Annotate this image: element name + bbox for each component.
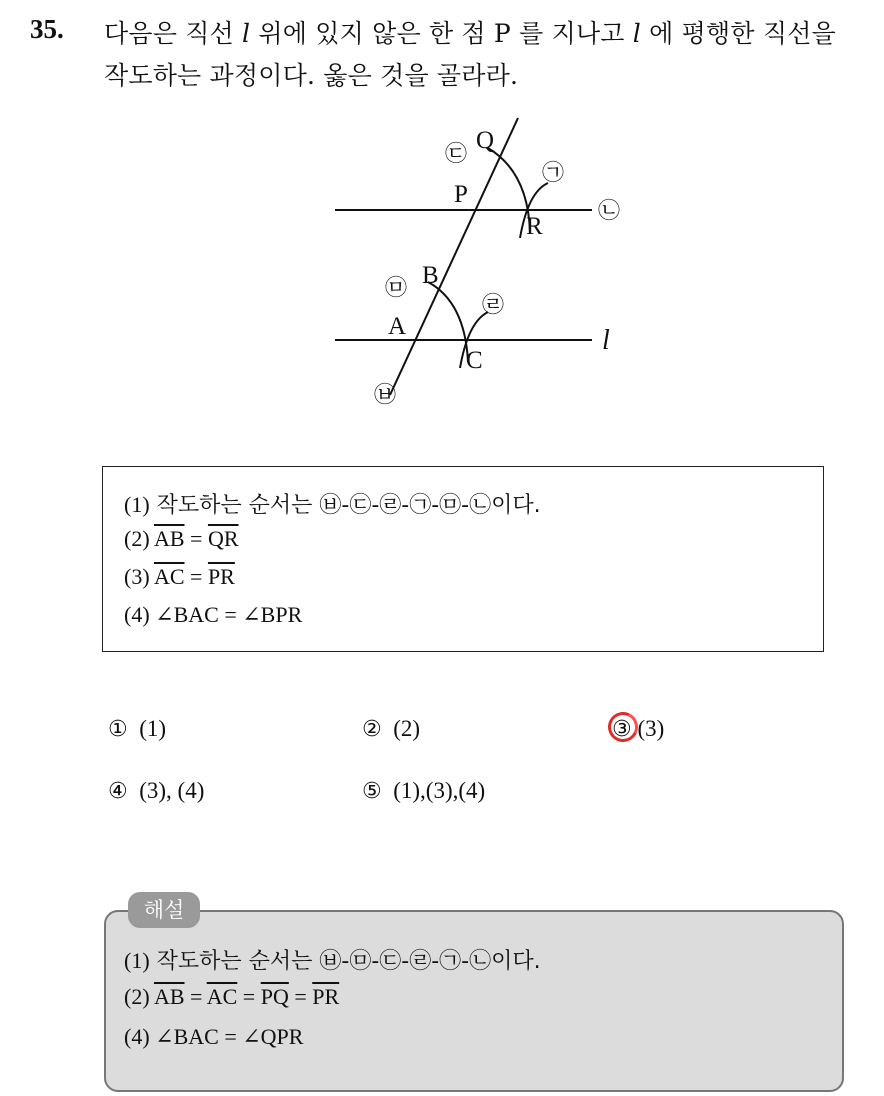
- label-R: R: [526, 213, 543, 240]
- statement-3: (3) $\overline{AC} = \overline{PR}$: [124, 564, 235, 589]
- label-l: l: [602, 325, 610, 356]
- statement-4: (4) ∠BAC = ∠BPR: [124, 602, 303, 627]
- solution-line-1: (1) 작도하는 순서는 ㉥-㉤-㉢-㉣-㉠-㉡이다.: [124, 948, 541, 974]
- mark-digeut: ㉢: [445, 142, 468, 167]
- construction-figure: [330, 110, 630, 410]
- question-text-line1: 다음은 직선 l 위에 있지 않은 한 점 P 를 지나고 l 에 평행한 직선을: [104, 19, 836, 48]
- choice-3[interactable]: ③ (3): [612, 716, 665, 742]
- label-P: P: [454, 181, 468, 208]
- choice-1[interactable]: ① (1): [108, 716, 167, 742]
- label-A: A: [388, 313, 407, 340]
- mark-rieul: ㉣: [482, 293, 505, 318]
- solution-tag: 해설: [128, 892, 200, 928]
- mark-giyeok: ㉠: [542, 161, 565, 186]
- choice-2[interactable]: ② (2): [362, 716, 421, 742]
- arc-lower: [428, 282, 468, 362]
- choice-4[interactable]: ④ (3), (4): [108, 778, 205, 804]
- mark-mieum: ㉤: [385, 276, 408, 301]
- mark-nieun: ㉡: [598, 199, 621, 224]
- label-B: B: [422, 262, 439, 289]
- statement-1: (1) 작도하는 순서는 ㉥-㉢-㉣-㉠-㉤-㉡이다.: [124, 492, 541, 518]
- question-text-line2: 작도하는 과정이다. 옳은 것을 골라라.: [104, 61, 519, 90]
- mark-bieup: ㉥: [374, 383, 397, 408]
- label-Q: Q: [476, 127, 495, 154]
- choice-5[interactable]: ⑤ (1),(3),(4): [362, 778, 486, 804]
- label-C: C: [466, 347, 483, 374]
- solution-line-3: (4) ∠BAC = ∠QPR: [124, 1024, 304, 1049]
- statement-2: (2) $\overline{AB} = \overline{QR}$: [124, 526, 239, 551]
- question-number: 35.: [30, 14, 64, 44]
- solution-line-2: (2) $\overline{AB} = \overline{AC} = \overline{PQ} = \overline{PR}$: [124, 984, 340, 1009]
